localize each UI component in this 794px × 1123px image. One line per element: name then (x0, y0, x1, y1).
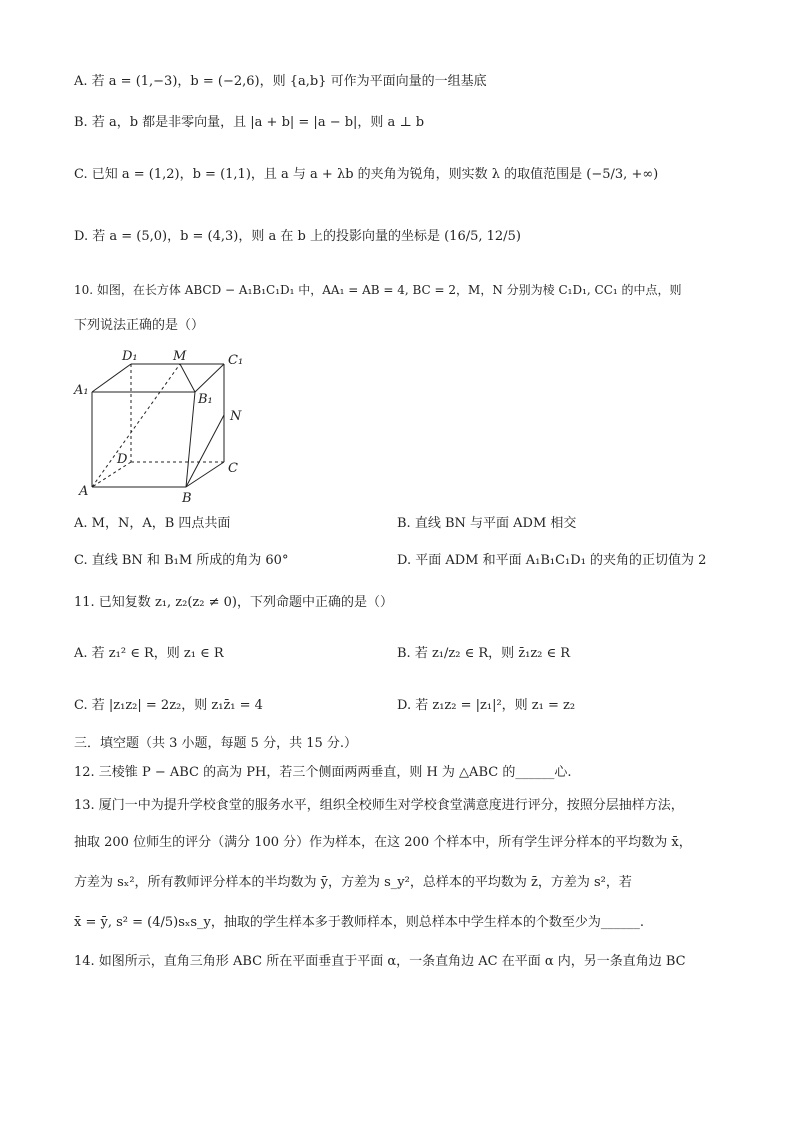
section-3-heading: 三．填空题（共 3 小题，每题 5 分，共 15 分.） (74, 736, 358, 751)
label-b: B (182, 491, 192, 505)
option-10c: C. 直线 BN 和 B₁M 所成的角为 60° (74, 553, 289, 568)
option-9d: D. 若 a = (5,0)，b = (4,3)，则 a 在 b 上的投影向量的坐标是 (16/5, 12/5) (74, 229, 521, 244)
label-c1: C₁ (228, 353, 244, 368)
option-9a: A. 若 a = (1,−3)，b = (−2,6)，则 {a,b} 可作为平面向量的一组基底 (74, 74, 487, 89)
option-9b: B. 若 a，b 都是非零向量，且 |a + b| = |a − b|，则 a ⊥ b (74, 115, 425, 130)
question-12: 12. 三棱锥 P − ABC 的高为 PH，若三个侧面两两垂直，则 H 为 △ABC 的______心. (74, 765, 572, 780)
cuboid-figure (70, 345, 260, 505)
question-13-line-2: 抽取 200 位师生的评分（满分 100 分）作为样本，在这 200 个样本中，所有学生评分样本的平均数为 x̄， (74, 835, 692, 850)
label-d1: D₁ (122, 349, 138, 364)
label-a: A (79, 484, 89, 499)
question-10: 10. 如图，在长方体 ABCD − A₁B₁C₁D₁ 中，AA₁ = AB = 4, BC = 2，M，N 分别为棱 C₁D₁, CC₁ 的中点，则 (74, 283, 682, 297)
option-11c: C. 若 |z₁z₂| = 2z₂，则 z₁z̄₁ = 4 (74, 698, 263, 713)
question-13-line-1: 13. 厦门一中为提升学校食堂的服务水平，组织全校师生对学校食堂满意度进行评分，按照分层抽样方法， (74, 798, 684, 813)
option-10a: A. M，N，A，B 四点共面 (74, 516, 231, 531)
label-b1: B₁ (198, 392, 213, 407)
label-c: C (228, 461, 238, 476)
question-10-continued: 下列说法正确的是（） (74, 318, 205, 333)
option-11d: D. 若 z₁z₂ = |z₁|²，则 z₁ = z₂ (397, 698, 576, 713)
label-m: M (173, 349, 187, 364)
question-14: 14. 如图所示，直角三角形 ABC 所在平面垂直于平面 α，一条直角边 AC 在平面 α 内，另一条直角边 BC (74, 954, 686, 969)
question-13-line-4: x̄ = ȳ, s² = (4/5)sₓs_y，抽取的学生样本多于教师样本，则总样本中学生样本的个数至少为______. (74, 915, 645, 930)
label-d: D (117, 452, 128, 467)
option-9c: C. 已知 a = (1,2)，b = (1,1)，且 a 与 a + λb 的夹角为锐角，则实数 λ 的取值范围是 (−5/3, +∞) (74, 167, 659, 182)
question-11: 11. 已知复数 z₁, z₂(z₂ ≠ 0)，下列命题中正确的是（） (74, 595, 393, 610)
label-a1: A₁ (74, 383, 89, 398)
option-10b: B. 直线 BN 与平面 ADM 相交 (397, 516, 577, 531)
label-n: N (230, 409, 242, 424)
option-10d: D. 平面 ADM 和平面 A₁B₁C₁D₁ 的夹角的正切值为 2 (397, 553, 707, 568)
option-11b: B. 若 z₁/z₂ ∈ R，则 z̄₁z₂ ∈ R (397, 646, 571, 661)
question-13-line-3: 方差为 sₓ²，所有教师评分样本的半均数为 ȳ，方差为 s_y²，总样本的平均数为 z̄，方差为 s²，若 (74, 875, 632, 890)
option-11a: A. 若 z₁² ∈ R，则 z₁ ∈ R (74, 646, 224, 661)
